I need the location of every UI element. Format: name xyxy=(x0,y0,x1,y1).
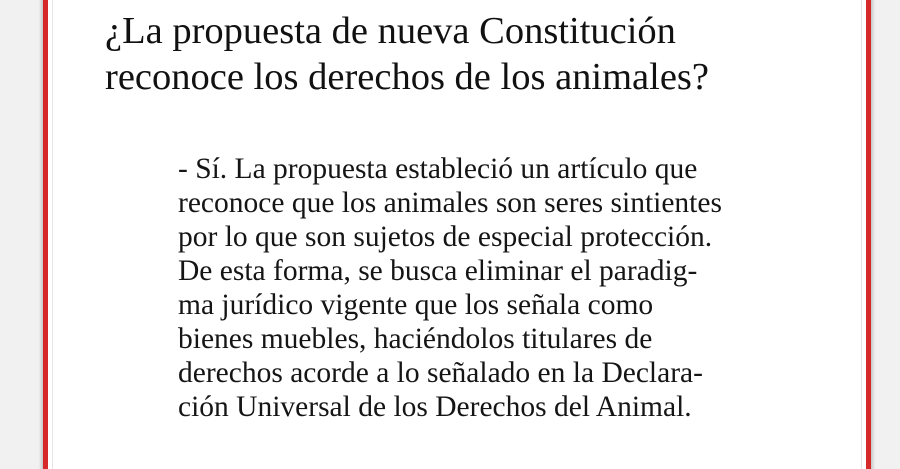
answer-line: derechos acorde a lo señalado en la Declara- xyxy=(178,357,703,389)
card-left-rule xyxy=(52,0,53,469)
answer-line: ción Universal de los Derechos del Animal. xyxy=(178,391,692,423)
answer-line: por lo que son sujetos de especial protección. xyxy=(178,221,713,253)
answer-paragraph xyxy=(178,152,868,424)
question-line: reconoce los derechos de los animales? xyxy=(105,56,709,98)
answer-line: De esta forma, se busca eliminar el paradig- xyxy=(178,255,698,287)
question-heading xyxy=(105,8,865,100)
answer-line: bienes muebles, haciéndolos titulares de xyxy=(178,323,653,355)
question-line: ¿La propuesta de nueva Constitución xyxy=(105,10,676,52)
answer-line: reconoce que los animales son seres sintientes xyxy=(178,187,722,219)
answer-line: - Sí. La propuesta estableció un artículo que xyxy=(178,153,698,185)
article-card xyxy=(43,0,871,469)
answer-line: ma jurídico vigente que los señala como xyxy=(178,289,654,321)
